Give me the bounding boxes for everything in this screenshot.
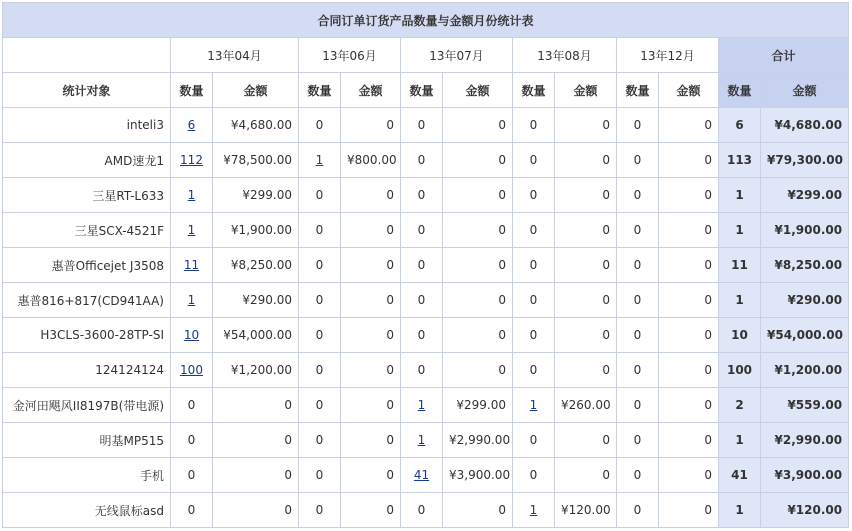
qty-cell: 0 — [513, 248, 555, 283]
qty-header: 数量 — [171, 73, 213, 108]
month-header: 13年04月 — [171, 38, 299, 73]
qty-cell: 0 — [401, 353, 443, 388]
amount-cell: 0 — [443, 493, 513, 528]
product-name: AMD速龙1 — [3, 143, 171, 178]
qty-cell — [171, 318, 213, 353]
qty-cell: 0 — [513, 353, 555, 388]
qty-link[interactable]: 1 — [417, 433, 426, 447]
qty-cell: 0 — [513, 213, 555, 248]
qty-cell — [401, 423, 443, 458]
total-amount-cell: ¥1,200.00 — [761, 353, 849, 388]
qty-cell: 0 — [401, 493, 443, 528]
product-name: 惠普Officejet J3508 — [3, 248, 171, 283]
qty-cell — [513, 493, 555, 528]
qty-cell: 0 — [617, 458, 659, 493]
amount-cell: ¥120.00 — [555, 493, 617, 528]
qty-cell: 0 — [617, 493, 659, 528]
amount-cell: 0 — [555, 213, 617, 248]
table-row — [3, 178, 849, 213]
qty-cell: 0 — [617, 353, 659, 388]
qty-cell: 0 — [617, 108, 659, 143]
month-header: 13年12月 — [617, 38, 719, 73]
qty-cell — [299, 143, 341, 178]
qty-cell: 0 — [513, 318, 555, 353]
amount-cell: 0 — [443, 178, 513, 213]
amount-cell: 0 — [555, 283, 617, 318]
qty-cell: 0 — [299, 318, 341, 353]
total-qty-header: 数量 — [719, 73, 761, 108]
product-name: H3CLS-3600-28TP-SI — [3, 318, 171, 353]
amount-cell: ¥2,990.00 — [443, 423, 513, 458]
amount-cell: 0 — [659, 178, 719, 213]
corner-cell — [3, 38, 171, 73]
amount-cell: 0 — [659, 213, 719, 248]
amount-cell: 0 — [659, 143, 719, 178]
qty-link[interactable]: 1 — [529, 398, 538, 412]
total-header: 合计 — [719, 38, 849, 73]
qty-cell: 0 — [617, 248, 659, 283]
amount-cell: 0 — [555, 248, 617, 283]
product-name: 惠普816+817(CD941AA) — [3, 283, 171, 318]
product-name: 三星SCX-4521F — [3, 213, 171, 248]
table-body — [3, 108, 849, 528]
qty-link[interactable]: 1 — [187, 293, 196, 307]
table-row — [3, 423, 849, 458]
amount-cell: ¥78,500.00 — [213, 143, 299, 178]
stats-table — [2, 2, 849, 528]
qty-cell: 0 — [171, 458, 213, 493]
qty-cell: 0 — [513, 143, 555, 178]
qty-cell: 0 — [617, 283, 659, 318]
amount-cell: ¥290.00 — [213, 283, 299, 318]
total-amount-cell: ¥54,000.00 — [761, 318, 849, 353]
qty-link[interactable]: 112 — [180, 153, 203, 167]
amount-cell: 0 — [555, 318, 617, 353]
qty-link[interactable]: 6 — [187, 118, 196, 132]
amount-cell: 0 — [341, 353, 401, 388]
total-amount-cell: ¥290.00 — [761, 283, 849, 318]
amount-header: 金额 — [443, 73, 513, 108]
qty-cell: 0 — [401, 283, 443, 318]
total-qty-cell: 113 — [719, 143, 761, 178]
qty-cell: 0 — [401, 318, 443, 353]
qty-link[interactable]: 10 — [183, 328, 200, 342]
amount-cell: 0 — [341, 283, 401, 318]
amount-cell: 0 — [443, 248, 513, 283]
amount-cell: 0 — [213, 423, 299, 458]
amount-cell: 0 — [341, 248, 401, 283]
qty-cell: 0 — [513, 458, 555, 493]
table-row — [3, 353, 849, 388]
total-qty-cell: 10 — [719, 318, 761, 353]
table-row — [3, 493, 849, 528]
table-row — [3, 143, 849, 178]
qty-cell: 0 — [617, 143, 659, 178]
amount-cell: 0 — [443, 143, 513, 178]
month-header: 13年07月 — [401, 38, 513, 73]
total-amount-cell: ¥1,900.00 — [761, 213, 849, 248]
qty-cell: 0 — [299, 493, 341, 528]
table-row — [3, 318, 849, 353]
total-qty-cell: 1 — [719, 493, 761, 528]
qty-cell: 0 — [299, 423, 341, 458]
amount-cell: 0 — [213, 458, 299, 493]
amount-cell: 0 — [659, 423, 719, 458]
total-amount-cell: ¥299.00 — [761, 178, 849, 213]
qty-header: 数量 — [299, 73, 341, 108]
qty-cell — [171, 248, 213, 283]
amount-cell: ¥1,200.00 — [213, 353, 299, 388]
amount-cell: 0 — [659, 458, 719, 493]
amount-cell: 0 — [659, 318, 719, 353]
qty-cell: 0 — [401, 248, 443, 283]
total-qty-cell: 1 — [719, 283, 761, 318]
qty-cell — [171, 143, 213, 178]
qty-cell: 0 — [171, 493, 213, 528]
product-name: 三星RT-L633 — [3, 178, 171, 213]
qty-cell — [401, 458, 443, 493]
qty-cell: 0 — [617, 423, 659, 458]
amount-cell: 0 — [443, 108, 513, 143]
total-qty-cell: 1 — [719, 423, 761, 458]
qty-header: 数量 — [617, 73, 659, 108]
table-row — [3, 388, 849, 423]
qty-link[interactable]: 1 — [187, 188, 196, 202]
qty-cell — [513, 388, 555, 423]
amount-cell: 0 — [555, 178, 617, 213]
amount-cell: 0 — [341, 423, 401, 458]
product-name: 金河田飓风II8197B(带电源) — [3, 388, 171, 423]
amount-cell: 0 — [213, 388, 299, 423]
object-header: 统计对象 — [3, 73, 171, 108]
table-title: 合同订单订货产品数量与金额月份统计表 — [3, 3, 849, 38]
table-row — [3, 248, 849, 283]
amount-cell: 0 — [555, 423, 617, 458]
amount-cell: 0 — [659, 353, 719, 388]
amount-cell: 0 — [555, 353, 617, 388]
total-amount-cell: ¥8,250.00 — [761, 248, 849, 283]
total-qty-cell: 100 — [719, 353, 761, 388]
total-qty-cell: 11 — [719, 248, 761, 283]
table-row — [3, 213, 849, 248]
qty-link[interactable]: 11 — [183, 258, 200, 272]
table-row — [3, 283, 849, 318]
total-qty-cell: 41 — [719, 458, 761, 493]
amount-header: 金额 — [213, 73, 299, 108]
product-name: 手机 — [3, 458, 171, 493]
qty-cell: 0 — [513, 423, 555, 458]
qty-link[interactable]: 1 — [315, 153, 324, 167]
total-qty-cell: 1 — [719, 178, 761, 213]
amount-cell: ¥299.00 — [213, 178, 299, 213]
qty-cell: 0 — [617, 318, 659, 353]
amount-cell: ¥800.00 — [341, 143, 401, 178]
amount-cell: 0 — [443, 213, 513, 248]
qty-cell: 0 — [617, 213, 659, 248]
amount-cell: ¥3,900.00 — [443, 458, 513, 493]
qty-cell — [171, 178, 213, 213]
amount-cell: 0 — [213, 493, 299, 528]
qty-cell: 0 — [617, 388, 659, 423]
amount-cell: 0 — [659, 108, 719, 143]
amount-cell: 0 — [555, 458, 617, 493]
qty-cell — [171, 213, 213, 248]
qty-cell: 0 — [401, 178, 443, 213]
total-amount-cell: ¥559.00 — [761, 388, 849, 423]
qty-cell: 0 — [299, 388, 341, 423]
amount-cell: 0 — [659, 248, 719, 283]
qty-cell — [401, 388, 443, 423]
qty-cell: 0 — [401, 108, 443, 143]
qty-cell: 0 — [299, 178, 341, 213]
amount-cell: 0 — [341, 458, 401, 493]
amount-cell: 0 — [341, 108, 401, 143]
amount-header: 金额 — [555, 73, 617, 108]
amount-cell: ¥54,000.00 — [213, 318, 299, 353]
month-header: 13年06月 — [299, 38, 401, 73]
month-header: 13年08月 — [513, 38, 617, 73]
total-amount-cell: ¥79,300.00 — [761, 143, 849, 178]
amount-cell: 0 — [341, 318, 401, 353]
product-name: inteli3 — [3, 108, 171, 143]
total-amount-cell: ¥3,900.00 — [761, 458, 849, 493]
amount-cell: 0 — [443, 318, 513, 353]
product-name: 明基MP515 — [3, 423, 171, 458]
amount-cell: 0 — [659, 493, 719, 528]
qty-link[interactable]: 41 — [413, 468, 430, 482]
total-qty-cell: 2 — [719, 388, 761, 423]
qty-cell: 0 — [299, 283, 341, 318]
product-name: 124124124 — [3, 353, 171, 388]
qty-cell — [171, 283, 213, 318]
amount-cell: ¥299.00 — [443, 388, 513, 423]
qty-cell — [171, 353, 213, 388]
qty-cell: 0 — [617, 178, 659, 213]
amount-cell: 0 — [659, 388, 719, 423]
qty-link[interactable]: 100 — [180, 363, 203, 377]
qty-header: 数量 — [401, 73, 443, 108]
total-amount-header: 金额 — [761, 73, 849, 108]
qty-cell: 0 — [513, 108, 555, 143]
total-qty-cell: 6 — [719, 108, 761, 143]
amount-cell: 0 — [555, 143, 617, 178]
qty-cell: 0 — [171, 388, 213, 423]
amount-cell: ¥1,900.00 — [213, 213, 299, 248]
amount-cell: 0 — [341, 493, 401, 528]
amount-cell: ¥260.00 — [555, 388, 617, 423]
qty-cell: 0 — [401, 213, 443, 248]
amount-cell: 0 — [341, 388, 401, 423]
amount-cell: 0 — [443, 353, 513, 388]
qty-cell: 0 — [513, 283, 555, 318]
report-container — [2, 2, 848, 528]
amount-cell: 0 — [659, 283, 719, 318]
qty-cell: 0 — [299, 108, 341, 143]
qty-link[interactable]: 1 — [187, 223, 196, 237]
qty-cell: 0 — [299, 248, 341, 283]
amount-cell: 0 — [555, 108, 617, 143]
total-amount-cell: ¥2,990.00 — [761, 423, 849, 458]
product-name: 无线鼠标asd — [3, 493, 171, 528]
amount-cell: 0 — [341, 213, 401, 248]
total-qty-cell: 1 — [719, 213, 761, 248]
total-amount-cell: ¥120.00 — [761, 493, 849, 528]
qty-cell: 0 — [401, 143, 443, 178]
qty-link[interactable]: 1 — [529, 503, 538, 517]
total-amount-cell: ¥4,680.00 — [761, 108, 849, 143]
qty-cell: 0 — [299, 213, 341, 248]
qty-cell: 0 — [513, 178, 555, 213]
amount-cell: ¥4,680.00 — [213, 108, 299, 143]
amount-header: 金额 — [341, 73, 401, 108]
qty-cell — [171, 108, 213, 143]
qty-header: 数量 — [513, 73, 555, 108]
qty-cell: 0 — [299, 458, 341, 493]
amount-header: 金额 — [659, 73, 719, 108]
qty-link[interactable]: 1 — [417, 398, 426, 412]
qty-cell: 0 — [171, 423, 213, 458]
amount-cell: 0 — [443, 283, 513, 318]
amount-cell: 0 — [341, 178, 401, 213]
amount-cell: ¥8,250.00 — [213, 248, 299, 283]
qty-cell: 0 — [299, 353, 341, 388]
table-row — [3, 458, 849, 493]
table-row — [3, 108, 849, 143]
